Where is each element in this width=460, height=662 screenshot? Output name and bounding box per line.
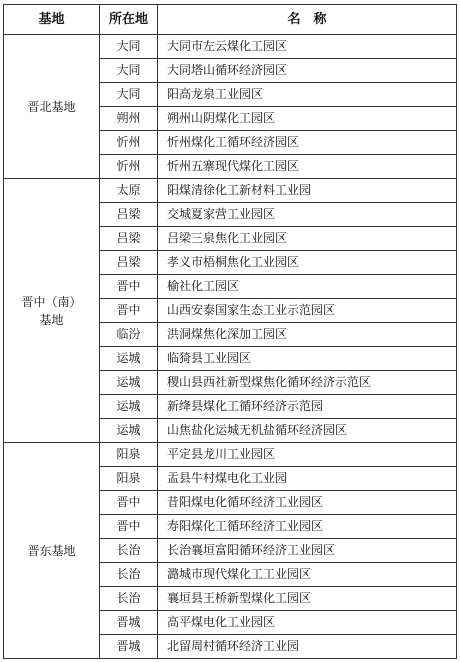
location-cell: 晋中: [100, 299, 158, 323]
park-name-cell: 忻州五寨现代煤化工园区: [158, 155, 457, 179]
location-cell: 大同: [100, 83, 158, 107]
location-cell: 晋中: [100, 491, 158, 515]
table-row: [4, 443, 457, 467]
park-name-cell: 寿阳煤化工循环经济工业园区: [158, 515, 457, 539]
location-cell: 吕梁: [100, 203, 158, 227]
location-cell: 太原: [100, 179, 158, 203]
location-cell: 吕梁: [100, 251, 158, 275]
location-cell: 阳泉: [100, 443, 158, 467]
location-cell: 长治: [100, 539, 158, 563]
table-row: [4, 179, 457, 203]
location-cell: 长治: [100, 563, 158, 587]
park-name-cell: 大同塔山循环经济园区: [158, 59, 457, 83]
table-row: [4, 35, 457, 59]
location-cell: 临汾: [100, 323, 158, 347]
location-cell: 晋城: [100, 635, 158, 659]
base-cell: 晋东基地: [4, 443, 100, 659]
park-name-cell: 盂县牛村煤电化工业园: [158, 467, 457, 491]
park-name-cell: 交城夏家营工业园区: [158, 203, 457, 227]
park-name-cell: 阳煤清徐化工新材料工业园: [158, 179, 457, 203]
header-row: [4, 5, 457, 35]
location-cell: 阳泉: [100, 467, 158, 491]
park-name-cell: 山焦盐化运城无机盐循环经济园区: [158, 419, 457, 443]
base-cell: 晋北基地: [4, 35, 100, 179]
location-cell: 大同: [100, 35, 158, 59]
location-cell: 晋中: [100, 275, 158, 299]
location-cell: 长治: [100, 587, 158, 611]
header-location: 所在地: [100, 5, 158, 35]
park-name-cell: 榆社化工园区: [158, 275, 457, 299]
park-name-cell: 高平煤电化工业园区: [158, 611, 457, 635]
header-name: 名 称: [158, 5, 457, 35]
table-body: [4, 35, 457, 659]
location-cell: 运城: [100, 395, 158, 419]
location-cell: 吕梁: [100, 227, 158, 251]
park-name-cell: 洪洞煤焦化深加工园区: [158, 323, 457, 347]
park-name-cell: 昔阳煤电化循环经济工业园区: [158, 491, 457, 515]
location-cell: 忻州: [100, 155, 158, 179]
location-cell: 运城: [100, 371, 158, 395]
park-name-cell: 北留周村循环经济工业园: [158, 635, 457, 659]
park-name-cell: 襄垣县王桥新型煤化工园区: [158, 587, 457, 611]
header-base: 基地: [4, 5, 100, 35]
park-name-cell: 临猗县工业园区: [158, 347, 457, 371]
park-name-cell: 稷山县西社新型煤焦化循环经济示范区: [158, 371, 457, 395]
location-cell: 朔州: [100, 107, 158, 131]
base-cell: 晋中（南） 基地: [4, 179, 100, 443]
park-name-cell: 忻州煤化工循环经济园区: [158, 131, 457, 155]
park-name-cell: 新绛县煤化工循环经济示范园: [158, 395, 457, 419]
location-cell: 忻州: [100, 131, 158, 155]
park-name-cell: 潞城市现代煤化工工业园区: [158, 563, 457, 587]
location-cell: 运城: [100, 419, 158, 443]
location-cell: 运城: [100, 347, 158, 371]
location-cell: 大同: [100, 59, 158, 83]
park-name-cell: 吕梁三泉焦化工业园区: [158, 227, 457, 251]
park-name-cell: 朔州山阴煤化工园区: [158, 107, 457, 131]
industrial-parks-table: [3, 4, 457, 659]
park-name-cell: 山西安泰国家生态工业示范园区: [158, 299, 457, 323]
park-name-cell: 阳高龙泉工业园区: [158, 83, 457, 107]
park-name-cell: 平定县龙川工业园区: [158, 443, 457, 467]
park-name-cell: 孝义市梧桐焦化工业园区: [158, 251, 457, 275]
park-name-cell: 大同市左云煤化工园区: [158, 35, 457, 59]
location-cell: 晋中: [100, 515, 158, 539]
location-cell: 晋城: [100, 611, 158, 635]
park-name-cell: 长治襄垣富阳循环经济工业园区: [158, 539, 457, 563]
